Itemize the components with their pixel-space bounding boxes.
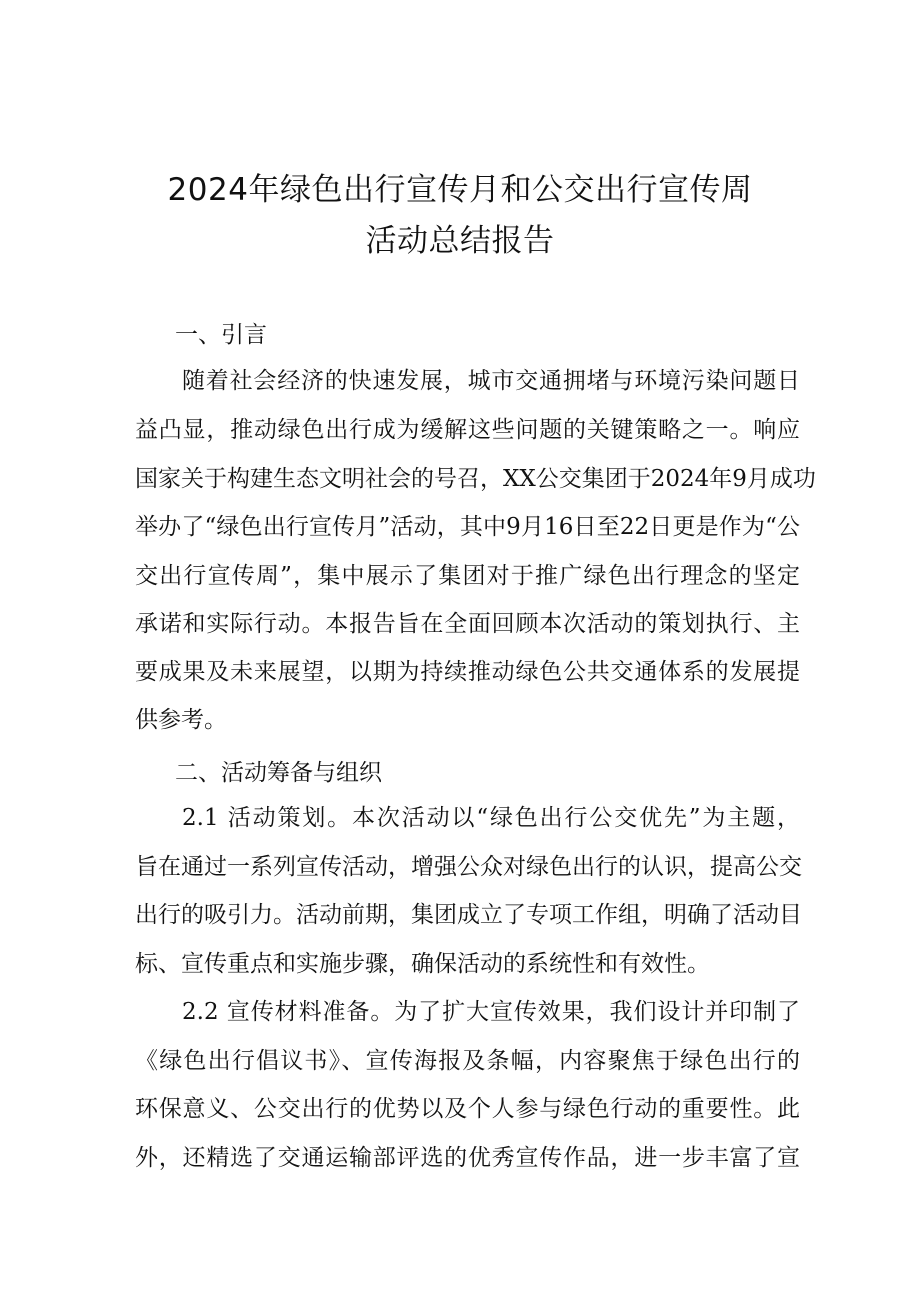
document-title-line-2: 活动总结报告 bbox=[365, 223, 555, 259]
document-title-line-1: 2024年绿色出行宣传月和公交出行宣传周 bbox=[167, 172, 753, 208]
paragraph-line: 承诺和实际行动。本报告旨在全面回顾本次活动的策划执行、主 bbox=[135, 611, 800, 637]
section-heading-intro: 一、引言 bbox=[175, 322, 267, 348]
paragraph-line: 环保意义、公交出行的优势以及个人参与绿色行动的重要性。此 bbox=[135, 1096, 800, 1122]
paragraph-line: 国家关于构建生态文明社会的号召，XX公交集团于2024年9月成功 bbox=[135, 466, 816, 492]
paragraph-line: 随着社会经济的快速发展，城市交通拥堵与环境污染问题日 bbox=[182, 368, 800, 394]
paragraph-line: 出行的吸引力。活动前期，集团成立了专项工作组，明确了活动目 bbox=[135, 902, 802, 928]
paragraph-line: 《绿色出行倡议书》、宣传海报及条幅，内容聚焦于绿色出行的 bbox=[135, 1048, 800, 1074]
paragraph-line: 举办了“绿色出行宣传月”活动，其中9月16日至22日更是作为“公 bbox=[135, 514, 800, 540]
paragraph-line: 交出行宣传周”，集中展示了集团对于推广绿色出行理念的坚定 bbox=[135, 563, 800, 589]
paragraph-line: 供参考。 bbox=[135, 707, 227, 733]
paragraph-line: 益凸显，推动绿色出行成为缓解这些问题的关键策略之一。响应 bbox=[135, 417, 800, 443]
section-heading-prep: 二、活动筹备与组织 bbox=[175, 760, 382, 786]
paragraph-line: 2.2 宣传材料准备。为了扩大宣传效果，我们设计并印制了 bbox=[182, 999, 800, 1025]
paragraph-line: 标、宣传重点和实施步骤，确保活动的系统性和有效性。 bbox=[135, 951, 710, 977]
paragraph-line: 旨在通过一系列宣传活动，增强公众对绿色出行的认识，提高公交 bbox=[135, 854, 802, 880]
paragraph-line: 2.1 活动策划。本次活动以“绿色出行公交优先”为主题， bbox=[182, 805, 800, 831]
paragraph-line: 要成果及未来展望，以期为持续推动绿色公共交通体系的发展提 bbox=[135, 659, 800, 685]
paragraph-line: 外，还精选了交通运输部评选的优秀宣传作品，进一步丰富了宣 bbox=[135, 1145, 800, 1171]
